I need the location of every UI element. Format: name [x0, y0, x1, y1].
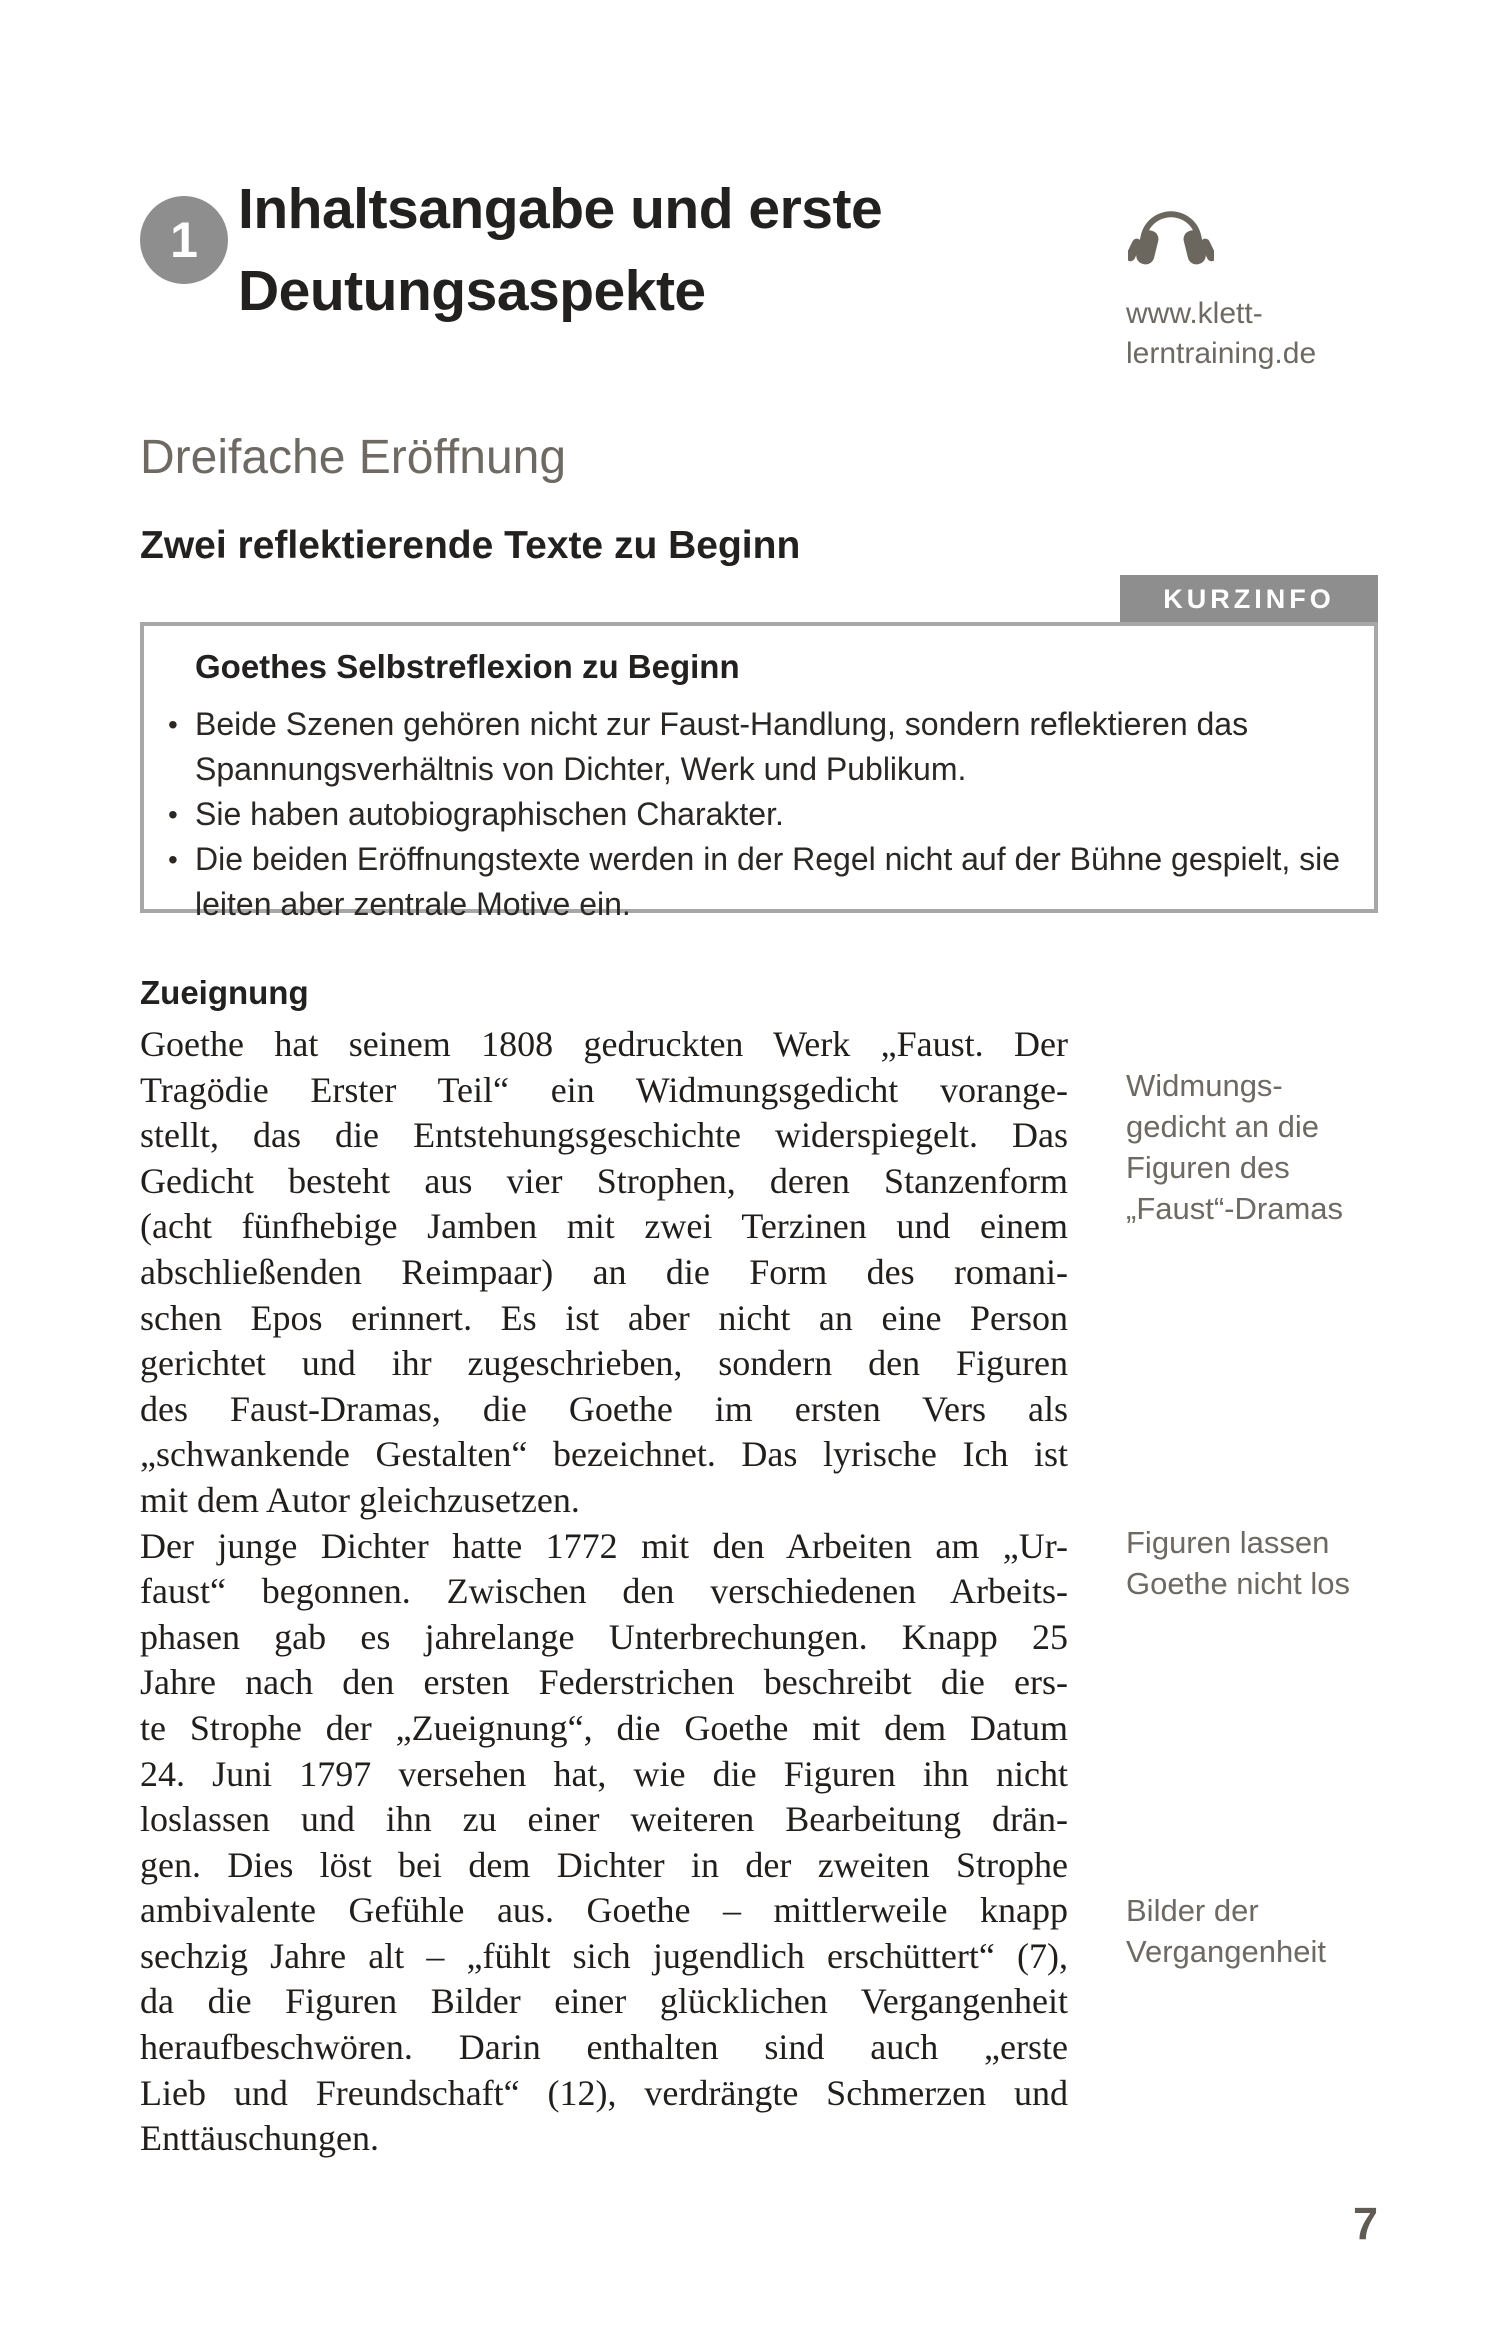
- margin-note-line: Figuren des: [1126, 1150, 1290, 1185]
- body-line: phasen gab es jahrelange Unterbrechungen. Knapp 25: [140, 1616, 1068, 1657]
- body-line: schen Epos erinnert. Es ist aber nicht an eine Person: [140, 1297, 1068, 1338]
- margin-note: [1126, 1890, 1386, 1972]
- kurzinfo-tab: KURZINFO: [1120, 575, 1378, 623]
- margin-note-line: gedicht an die: [1126, 1109, 1320, 1144]
- bullet-icon: •: [168, 709, 178, 740]
- chapter-number-badge: [140, 196, 228, 284]
- body-line: gerichtet und ihr zugeschrieben, sondern den Figuren: [140, 1343, 1068, 1384]
- body-line: Jahre nach den ersten Federstrichen beschreibt die ers-: [140, 1662, 1068, 1703]
- body-line: gen. Dies löst bei dem Dichter in der zweiten Strophe: [140, 1844, 1068, 1885]
- body-line: stellt, das die Entstehungsgeschichte widerspiegelt. Das: [140, 1115, 1068, 1156]
- audio-url-link[interactable]: www.klett-lerntraining.de: [1126, 297, 1317, 370]
- kurzinfo-bullet-item: [168, 837, 1348, 927]
- kurzinfo-heading: Goethes Selbstreflexion zu Beginn: [195, 648, 740, 685]
- body-line: Der junge Dichter hatte 1772 mit den Arbeiten am „Ur-: [140, 1525, 1068, 1566]
- body-line: ambivalente Gefühle aus. Goethe – mittlerweile knapp: [140, 1890, 1068, 1931]
- body-line: des Faust-Dramas, die Goethe im ersten Vers als: [140, 1388, 1068, 1429]
- body-line: loslassen und ihn zu einer weiteren Bearbeitung drän-: [140, 1799, 1068, 1840]
- kurzinfo-bullet-item: [168, 702, 1348, 792]
- body-line: da die Figuren Bilder einer glücklichen Vergangenheit: [140, 1981, 1068, 2022]
- margin-note-line: Widmungs-: [1126, 1068, 1283, 1103]
- margin-note-line: „Faust“-Dramas: [1126, 1191, 1344, 1226]
- body-line: Goethe hat seinem 1808 gedruckten Werk „Faust. Der: [140, 1024, 1068, 1064]
- kurzinfo-bullet-text: Beide Szenen gehören nicht zur Faust-Handlung, sondern reflektieren das Spannungsverhältnis von Dichter, Werk und Publikum.: [195, 706, 1249, 787]
- body-line: Lieb und Freundschaft“ (12), verdrängte Schmerzen und: [140, 2072, 1068, 2113]
- headphones-icon: [1126, 190, 1396, 272]
- section-heading: Dreifache Eröffnung: [140, 431, 567, 484]
- body-line: te Strophe der „Zueignung“, die Goethe mit dem Datum: [140, 1707, 1068, 1748]
- kurzinfo-list: [168, 702, 1348, 927]
- body-line: Gedicht besteht aus vier Strophen, deren Stanzenform: [140, 1160, 1068, 1201]
- margin-note: [1126, 1522, 1386, 1604]
- audio-link-block: [1126, 190, 1396, 374]
- bullet-icon: •: [168, 799, 178, 830]
- body-line: 24. Juni 1797 versehen hat, wie die Figuren ihn nicht: [140, 1753, 1068, 1794]
- page-title: Inhaltsangabe und erste Deutungsaspekte: [238, 177, 883, 323]
- body-heading: Zueignung: [140, 974, 309, 1011]
- body-line: sechzig Jahre alt – „fühlt sich jugendlich erschüttert“ (7),: [140, 1935, 1068, 1976]
- kurzinfo-box: [140, 622, 1378, 922]
- body-line: (acht fünfhebige Jamben mit zwei Terzinen und einem: [140, 1206, 1068, 1247]
- body-line: abschließenden Reimpaar) an die Form des romani-: [140, 1251, 1068, 1292]
- page-number: 7: [1352, 2198, 1378, 2249]
- kurzinfo-bullet-text: Die beiden Eröffnungstexte werden in der Regel nicht auf der Bühne gespielt, sie leiten aber zentrale Motive ein.: [195, 841, 1341, 922]
- margin-note-line: Vergangenheit: [1126, 1934, 1326, 1969]
- body-line: heraufbeschwören. Darin enthalten sind auch „erste: [140, 2027, 1068, 2068]
- margin-note-line: Figuren lassen: [1126, 1525, 1330, 1560]
- margin-note-line: Bilder der: [1126, 1893, 1259, 1928]
- kurzinfo-bullet-text: Sie haben autobiographischen Charakter.: [195, 796, 784, 832]
- body-line: faust“ begonnen. Zwischen den verschiedenen Arbeits-: [140, 1571, 1068, 1612]
- sub-heading: Zwei reflektierende Texte zu Beginn: [140, 524, 801, 567]
- bullet-icon: •: [168, 844, 178, 875]
- margin-note: [1126, 1065, 1386, 1229]
- margin-note-line: Goethe nicht los: [1126, 1566, 1351, 1601]
- body-line: mit dem Autor gleichzusetzen.: [140, 1479, 580, 1520]
- body-line: Tragödie Erster Teil“ ein Widmungsgedicht vorange-: [140, 1069, 1068, 1110]
- body-line: „schwankende Gestalten“ bezeichnet. Das lyrische Ich ist: [140, 1434, 1068, 1475]
- body-line: Enttäuschungen.: [140, 2118, 379, 2159]
- chapter-number: 1: [170, 212, 198, 268]
- body-text: [140, 1022, 1068, 2162]
- kurzinfo-bullet-item: [168, 792, 1348, 837]
